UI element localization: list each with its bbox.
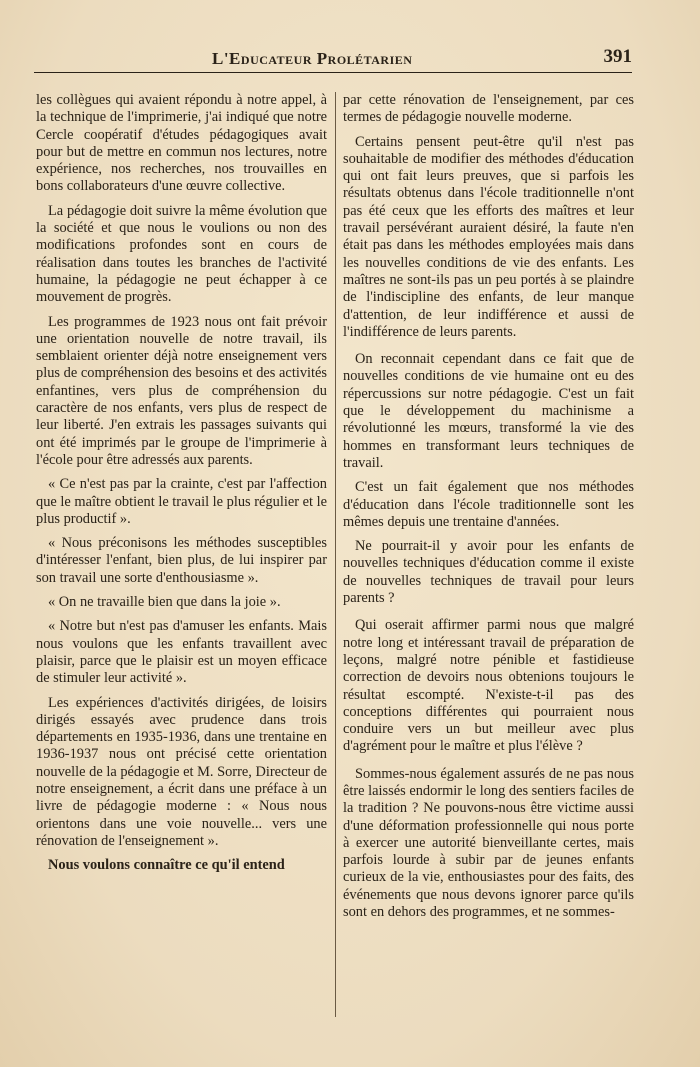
page-number: 391 — [603, 46, 632, 67]
paragraph: par cette rénovation de l'enseignement, par ces termes de pédagogie nouvelle moderne. — [343, 92, 634, 126]
page-header — [34, 44, 632, 73]
paragraph: Les expériences d'activités dirigées, de loisirs dirigés essayés avec prudence dans trois départements en 1935-1936, dans une trentaine en 1936-1937 nous ont précisé cette orientation nouvelle de la pédagogie et M. Sorre, Directeur de notre enseignement, a écrit dans une préface à un livre de pédagogie moderne : « Nous nous orientons dans une voie nouvelle... vers une rénovation de l'enseignement ». — [36, 694, 327, 849]
paragraph: C'est un fait également que nos méthodes d'éducation dans l'école traditionnelle sont les mêmes depuis une trentaine d'années. — [343, 479, 634, 530]
paragraph: Les programmes de 1923 nous ont fait prévoir une orientation nouvelle de notre travail, ils semblaient orienter déjà notre enseignement vers plus de compréhension des besoins et des activités enfantines, vers plus de compréhension du caractère de nos enfants, vers plus de respect de leur liberté. J'en extrais les passages suivants qui ont été imprimés par le groupe de l'imprimerie à l'école pour être adressés aux parents. — [36, 313, 327, 468]
paragraph: La pédagogie doit suivre la même évolution que la société et que nous le voulions ou non des modifications profondes sont en cours de réalisation dans toutes les branches de l'activité humaine, la pédagogie ne peut échapper à ce mouvement de progrès. — [36, 202, 327, 306]
quote-paragraph: « Nous préconisons les méthodes susceptibles d'intéresser l'enfant, bien plus, de lui inspirer par son travail une sorte d'enthousiasme ». — [36, 535, 327, 586]
paragraph: Sommes-nous également assurés de ne pas nous être laissés endormir le long des sentiers faciles de la tradition ? Ne pouvons-nous être victime aussi d'une déformation professionnelle qui nous porte à exercer une autorité bienveillante certes, mais parfois lourde à subir par de jeunes enfants curieux de la vie, enthousiastes pour des faits, des événements que nous devons ignorer parce qu'ils sont en dehors des programmes, et ne sommes- — [343, 765, 634, 921]
paragraph: Ne pourrait-il y avoir pour les enfants de nouvelles techniques d'éducation comme il existe de nouvelles techniques de travail pour leurs parents ? — [343, 538, 634, 607]
right-column — [343, 92, 634, 921]
paragraph: Nous voulons connaître ce qu'il entend — [48, 857, 285, 874]
journal-title: L'Educateur Prolétarien — [212, 49, 413, 68]
quote-paragraph: « On ne travaille bien que dans la joie ». — [48, 594, 281, 611]
paragraph: Certains pensent peut-être qu'il n'est pas souhaitable de modifier des méthodes d'éducation qui ont fait leurs preuves, que si parfois les résultats obtenus dans l'école traditionnelle n'ont pas été ceux que les efforts des maîtres et leur travail persévérant auraient désiré, la faute n'en était pas dans les méthodes employées mais dans les nouvelles conditions de vie des enfants. Les maîtres ne sont-ils pas un peu portés à se plaindre de l'indiscipline des enfants, de leur manque d'attention, de leur indifférence et aussi de l'indifférence de leurs parents. — [343, 133, 634, 340]
paragraph: les collègues qui avaient répondu à notre appel, à la technique de l'imprimerie, j'ai indiqué que notre Cercle coopératif d'études pédagogiques avait pour but de mettre en commun nos lectures, notre expérience, nos recherches, nos trouvailles en bons collaborateurs d'une œuvre collective. — [36, 92, 327, 195]
quote-paragraph: « Notre but n'est pas d'amuser les enfants. Mais nous voulons que les enfants travaillent avec plaisir, parce que le plaisir est un moyen efficace de stimuler leur activité ». — [36, 618, 327, 687]
quote-paragraph: « Ce n'est pas par la crainte, c'est par l'affection que le maître obtient le travail le plus régulier et le plus productif ». — [36, 476, 327, 527]
column-divider — [335, 92, 336, 1017]
paragraph: Qui oserait affirmer parmi nous que malgré notre long et intéressant travail de préparation de leçons, malgré notre pénible et fastidieuse correction de devoirs nous obtenions toujours le résultat escompté. N'existe-t-il pas des conceptions différentes qui pourraient nous conduire vers un but meilleur avec plus d'agrément pour le maître et plus l'élève ? — [343, 617, 634, 755]
left-column — [36, 92, 327, 874]
paragraph: On reconnait cependant dans ce fait que de nouvelles conditions de vie humaine ont eu des répercussions sur notre pédagogie. C'est un fait que le développement du machinisme a révolutionné les mœurs, transformé la vie des hommes en transformant leurs techniques de travail. — [343, 351, 634, 471]
